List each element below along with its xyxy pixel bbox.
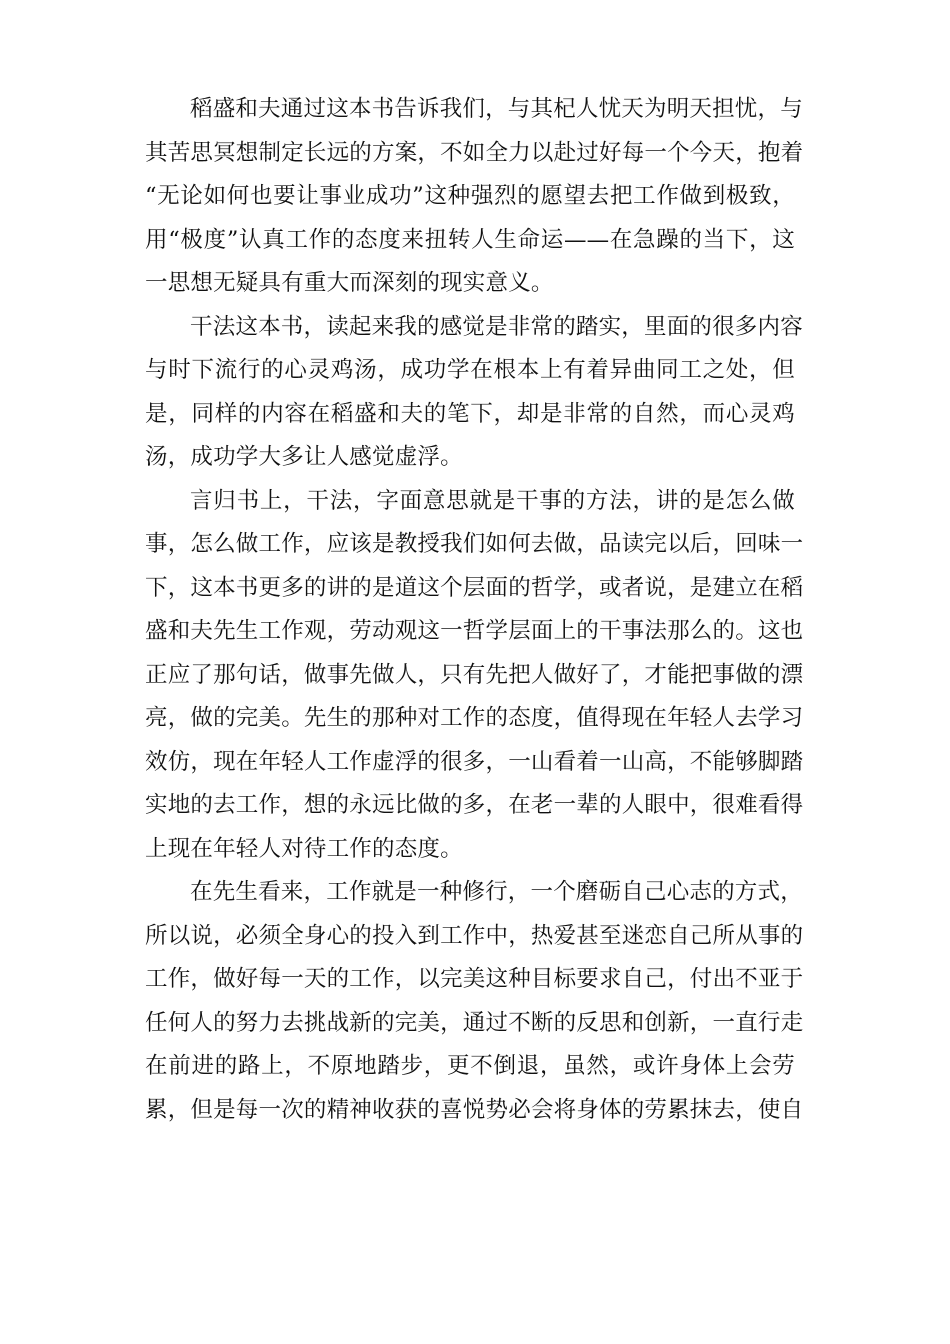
text-line: 下，这本书更多的讲的是道这个层面的哲学，或者说，是建立在稻 bbox=[145, 574, 804, 601]
text-line: 上现在年轻人对待工作的态度。 bbox=[145, 835, 463, 862]
text-line: 汤，成功学大多让人感觉虚浮。 bbox=[145, 444, 463, 470]
text-line: 盛和夫先生工作观，劳动观这一哲学层面上的干事法那么的。这也 bbox=[145, 618, 804, 644]
text-line: 其苦思冥想制定长远的方案，不如全力以赴过好每一个今天，抱着 bbox=[145, 139, 804, 166]
text-line: 干法这本书，读起来我的感觉是非常的踏实，里面的很多内容 bbox=[190, 313, 803, 340]
paragraph-2 bbox=[145, 306, 803, 480]
text-line: 工作，做好每一天的工作，以完美这种目标要求自己，付出不亚于 bbox=[145, 966, 804, 992]
text-line: 在前进的路上，不原地踏步，更不倒退，虽然，或许身体上会劳 bbox=[145, 1053, 795, 1079]
paragraph-3 bbox=[145, 480, 804, 872]
text-line: “无论如何也要让事业成功”这种强烈的愿望去把工作做到极致， bbox=[145, 183, 795, 209]
paragraph-4 bbox=[145, 871, 804, 1132]
document-body bbox=[145, 88, 804, 1132]
text-line: 一思想无疑具有重大而深刻的现实意义。 bbox=[145, 270, 554, 296]
text-line: 用“极度”认真工作的态度来扭转人生命运——在急躁的当下，这 bbox=[145, 226, 795, 253]
text-line: 实地的去工作，想的永远比做的多，在老一辈的人眼中，很难看得 bbox=[145, 792, 804, 818]
text-line: 稻盛和夫通过这本书告诉我们，与其杞人忧天为明天担忧，与 bbox=[190, 96, 803, 122]
text-line: 正应了那句话，做事先做人，只有先把人做好了，才能把事做的漂 bbox=[145, 661, 804, 688]
text-line: 是，同样的内容在稻盛和夫的笔下，却是非常的自然，而心灵鸡 bbox=[145, 400, 795, 427]
text-line: 所以说，必须全身心的投入到工作中，热爱甚至迷恋自己所从事的 bbox=[145, 922, 804, 949]
text-line: 效仿，现在年轻人工作虚浮的很多，一山看着一山高，不能够脚踏 bbox=[145, 748, 804, 775]
paragraph-1 bbox=[145, 88, 804, 306]
text-line: 亮，做的完美。先生的那种对工作的态度，值得现在年轻人去学习 bbox=[145, 705, 804, 731]
text-line: 与时下流行的心灵鸡汤，成功学在根本上有着异曲同工之处，但 bbox=[145, 357, 795, 383]
text-line: 言归书上，干法，字面意思就是干事的方法，讲的是怎么做 bbox=[190, 487, 795, 514]
text-line: 累，但是每一次的精神收获的喜悦势必会将身体的劳累抹去，使自 bbox=[145, 1096, 804, 1123]
text-line: 任何人的努力去挑战新的完美，通过不断的反思和创新，一直行走 bbox=[145, 1009, 804, 1036]
text-line: 在先生看来，工作就是一种修行，一个磨砺自己心志的方式， bbox=[190, 879, 803, 905]
text-line: 事，怎么做工作，应该是教授我们如何去做，品读完以后，回味一 bbox=[145, 531, 804, 557]
